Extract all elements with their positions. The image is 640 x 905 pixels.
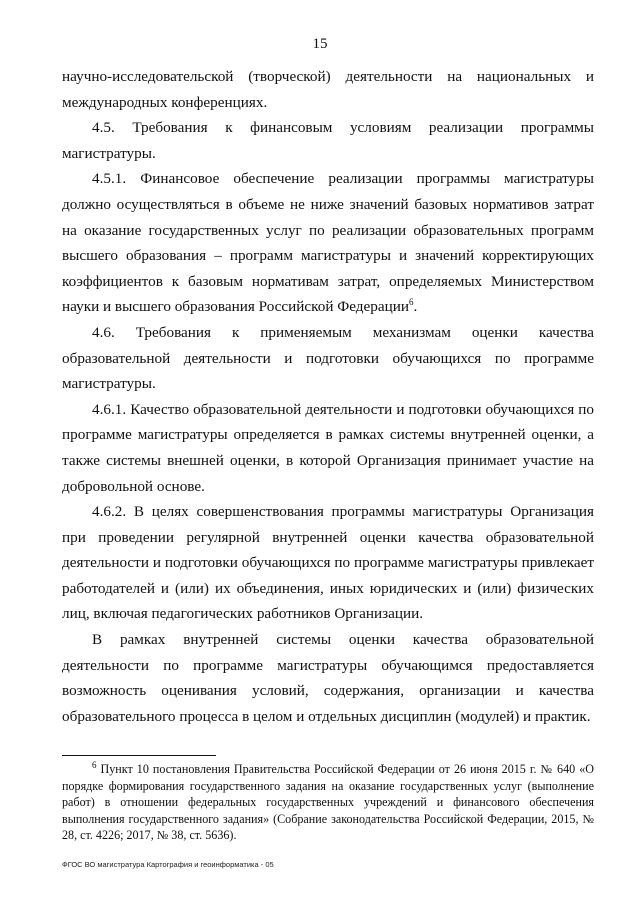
- document-body: [62, 64, 594, 729]
- paragraph-internal-assessment: В рамках внутренней системы оценки качества образовательной деятельности по программе магистратуры обучающимся предоставляется возможность оценивания условий, содержания, организации и качества образовательного процесса в целом и отдельных дисциплин (модулей) и практик.: [62, 631, 594, 725]
- page-number: 15: [312, 36, 328, 52]
- paragraph-continuation: научно-исследовательской (творческой) деятельности на национальных и международных конференциях.: [62, 68, 594, 111]
- document-footer: ФГОС ВО магистратура Картография и геоинформатика - 05: [62, 860, 274, 869]
- paragraph-4-6-1: 4.6.1. Качество образовательной деятельности и подготовки обучающихся по программе магистратуры определяется в рамках системы внутренней оценки, а также системы внешней оценки, в которой Организация принимает участие на добровольной основе.: [62, 400, 594, 495]
- paragraph-4-5-1-text: 4.5.1. Финансовое обеспечение реализации программы магистратуры должно осуществляться в объеме не ниже значений базовых нормативов затрат на оказание государственных услуг по реализации образовательных программ высшего образования – программ магистратуры и значений корректирующих коэффициентов к базовым нормативам затрат, определяемых Министерством науки и высшего образования Российской Федерации: [62, 170, 594, 316]
- paragraph-4-6: 4.6. Требования к применяемым механизмам оценки качества образовательной деятельности и подготовки обучающихся по программе магистратуры.: [62, 323, 594, 393]
- footnote-reference: 6: [409, 297, 414, 308]
- paragraph-4-5: 4.5. Требования к финансовым условиям реализации программы магистратуры.: [62, 119, 594, 162]
- paragraph-4-5-1-end: .: [413, 298, 418, 316]
- footnote: [62, 761, 594, 844]
- footnote-divider: [62, 755, 216, 756]
- paragraph-4-5-1: [62, 166, 594, 320]
- footnote-marker: 6: [92, 759, 97, 770]
- paragraph-4-6-2: 4.6.2. В целях совершенствования программы магистратуры Организация при проведении регулярной внутренней оценки качества образовательной деятельности и подготовки обучающихся по программе магистратуры привлекает работодателей и (или) их объединения, иных юридических и (или) физических лиц, включая педагогических работников Организации.: [62, 503, 594, 623]
- footnote-text: Пункт 10 постановления Правительства Российской Федерации от 26 июня 2015 г. № 640 «О порядке формирования государственного задания на оказание государственных услуг (выполнение работ) в отношении федеральных государственных учреждений и финансового обеспечения выполнения государственного задания» (Собрание законодательства Российской Федерации, 2015, № 28, ст. 4226; 2017, № 38, ст. 5636).: [62, 762, 594, 842]
